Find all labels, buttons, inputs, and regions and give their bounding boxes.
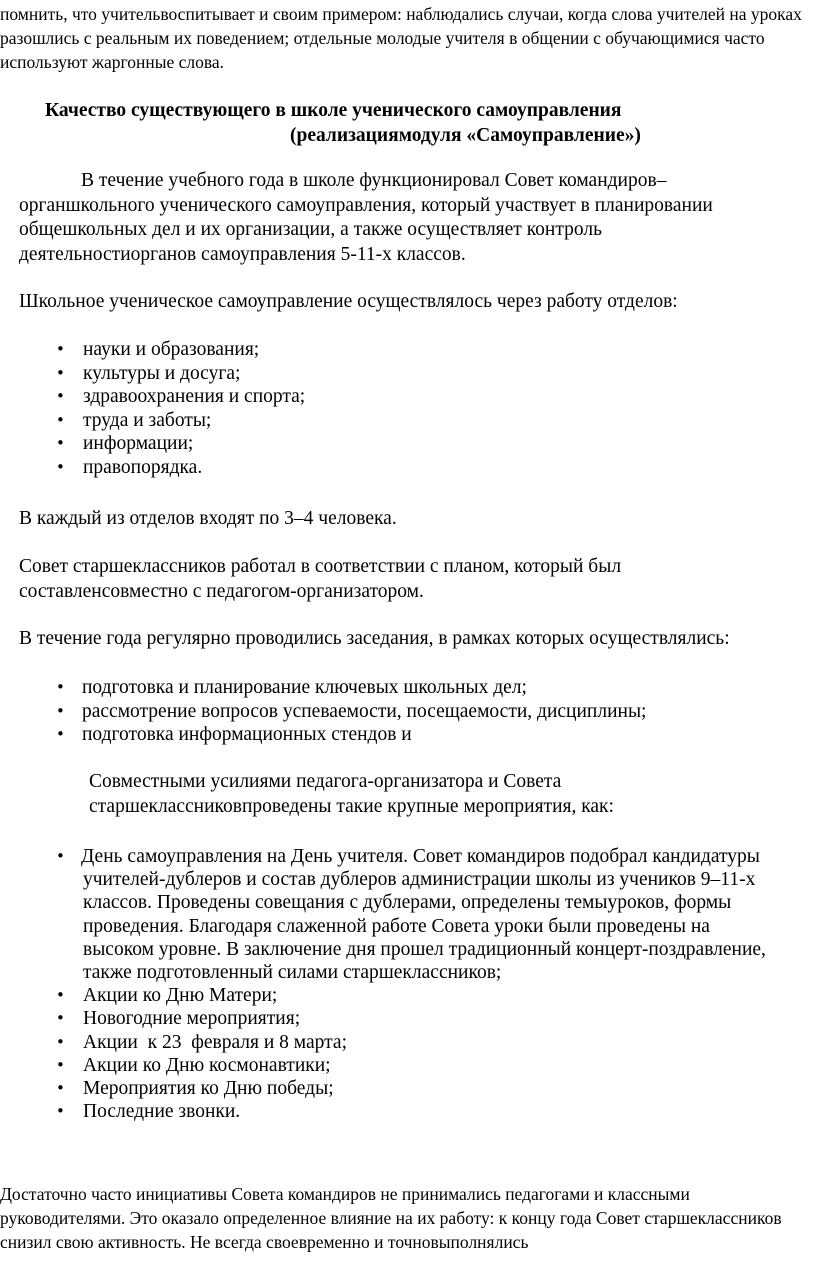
department-size-paragraph: В каждый из отделов входят по 3–4 человека. bbox=[19, 508, 397, 529]
events-list bbox=[19, 845, 779, 1123]
intro-paragraph: помнить, что учительвоспитывает и своим примером: наблюдались случаи, когда слова учителей на уроках разошлись с реальным их поведением; отдельные молодые учителя в общении с обучающимися часто используют жаргонные слова. bbox=[0, 4, 802, 72]
list-item: • науки и образования; bbox=[19, 338, 719, 362]
list-item bbox=[19, 845, 779, 984]
list-item: • Последние звонки. bbox=[19, 1100, 779, 1123]
list-item: • культуры и досуга; bbox=[19, 362, 719, 386]
events-intro: Совместными усилиями педагога-организатора и Совета старшеклассниковпроведены такие крупные мероприятия, как: bbox=[89, 771, 614, 817]
list-item: • Мероприятия ко Дню победы; bbox=[19, 1077, 779, 1100]
section-heading-line1: Качество существующего в школе ученического самоуправления bbox=[45, 100, 622, 121]
plan-paragraph: Совет старшеклассников работал в соответствии с планом, который был составленсовместно с педагогом-организатором. bbox=[19, 556, 622, 602]
meetings-list bbox=[19, 676, 759, 747]
list-item: • здравоохранения и спорта; bbox=[19, 385, 719, 409]
section-heading-line2: (реализациямодуля «Самоуправление») bbox=[290, 124, 641, 146]
list-item: • Новогодние мероприятия; bbox=[19, 1007, 779, 1030]
departments-list bbox=[19, 338, 719, 480]
list-item: • информации; bbox=[19, 432, 719, 456]
council-paragraph: В течение учебного года в школе функционировал Совет командиров– органшкольного ученического самоуправления, который участвует в планировании общешкольных дел и их организации, а также осуществляет контроль деятельностиорганов самоуправления 5-11-х классов. bbox=[19, 170, 713, 265]
list-item: • правопорядка. bbox=[19, 456, 719, 480]
event-description: • День самоуправления на День учителя. Совет командиров подобрал кандидатуры учителей-дублеров и состав дублеров администрации школы из учеников 9–11-х классов. Проведены совещания с дублерами, определены темыуроков, формы проведения. Благодаря слаженной работе Совета уроки были проведены на высоком уровне. В заключение дня прошел традиционный концерт-поздравление, также подготовленный силами старшеклассников; bbox=[81, 846, 766, 984]
list-item: • подготовка и планирование ключевых школьных дел; bbox=[19, 676, 759, 700]
outro-paragraph: Достаточно часто инициативы Совета командиров не принимались педагогами и классными руководителями. Это оказало определенное влияние на их работу: к концу года Совет старшеклассников снизил свою активность. Не всегда своевременно и точновыполнялись bbox=[0, 1184, 782, 1252]
list-item: • подготовка информационных стендов и bbox=[19, 723, 759, 747]
list-item: • рассмотрение вопросов успеваемости, посещаемости, дисциплины; bbox=[19, 700, 759, 724]
list-item: • труда и заботы; bbox=[19, 409, 719, 433]
list-item: • Акции ко Дню Матери; bbox=[19, 984, 779, 1007]
list-item: • Акции к 23 февраля и 8 марта; bbox=[19, 1031, 779, 1054]
departments-intro: Школьное ученическое самоуправление осуществлялось через работу отделов: bbox=[19, 291, 678, 312]
list-item: • Акции ко Дню космонавтики; bbox=[19, 1054, 779, 1077]
section-heading bbox=[45, 99, 805, 148]
meetings-intro: В течение года регулярно проводились заседания, в рамках которых осуществлялись: bbox=[19, 628, 730, 649]
